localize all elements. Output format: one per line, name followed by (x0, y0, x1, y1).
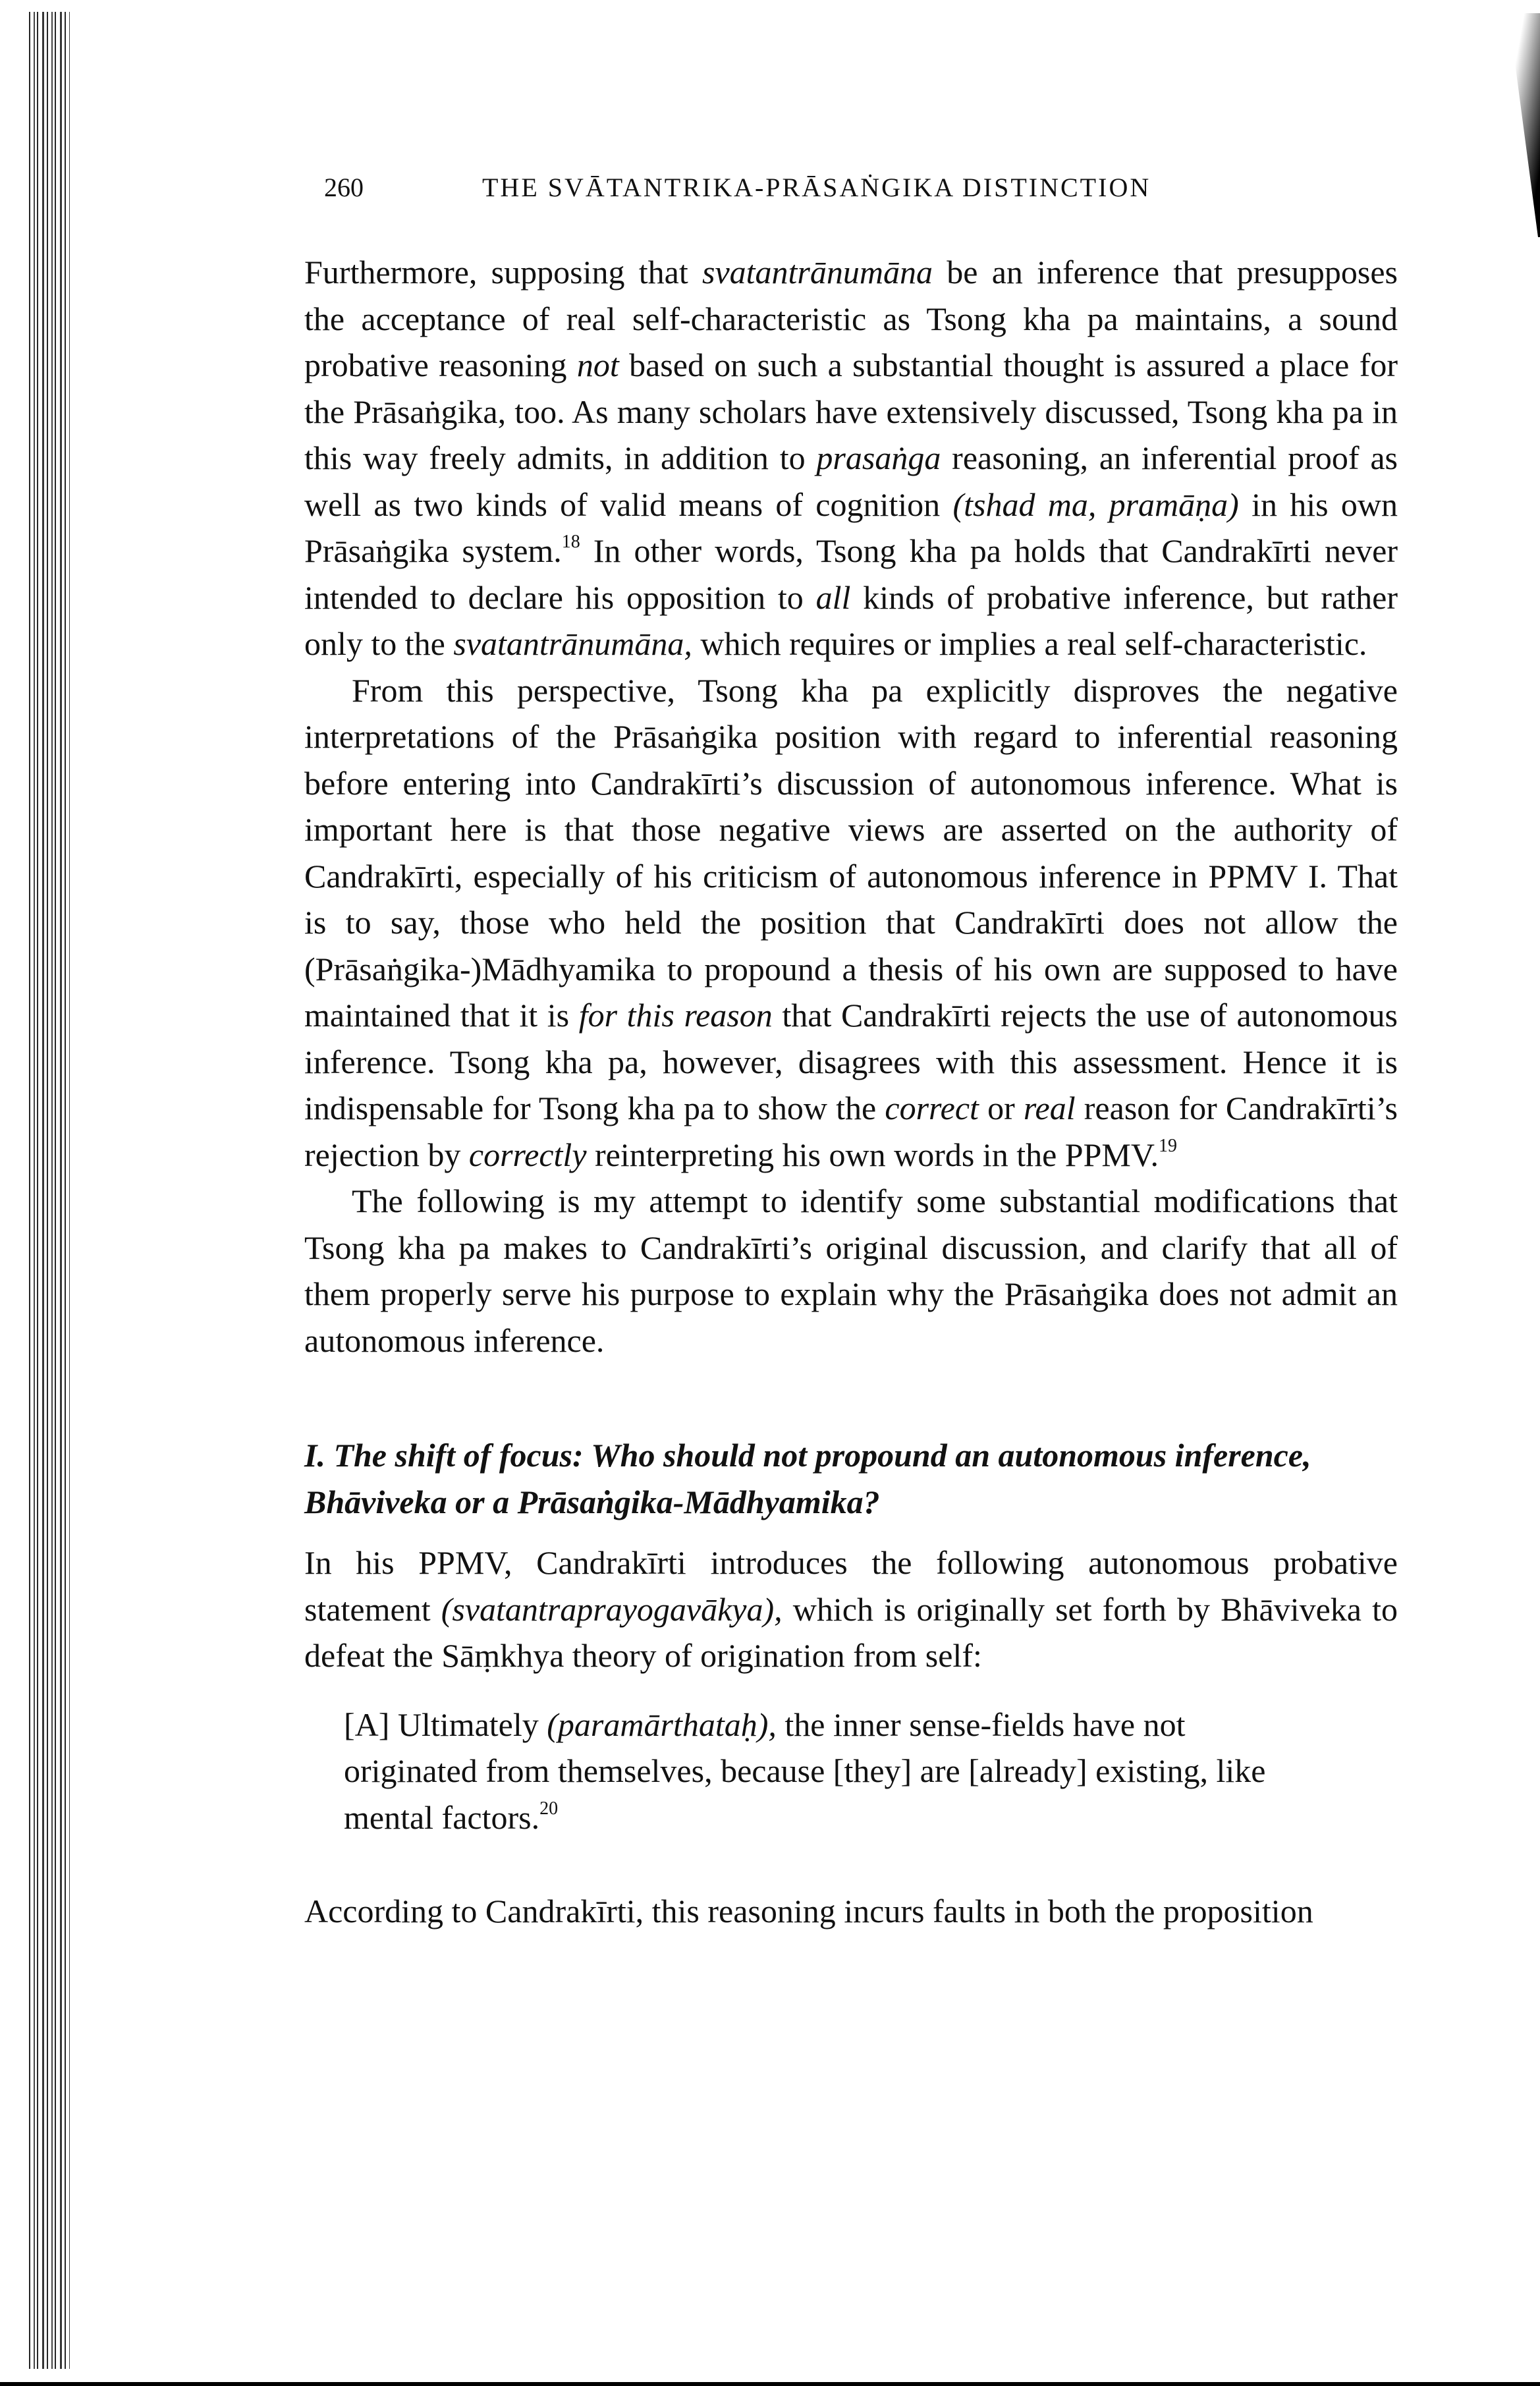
text-run: reasoning, an inferential proof as well as two kinds of valid means of cognition (304, 439, 1398, 523)
text-run: which requires or implies a real self-characteristic. (692, 625, 1367, 662)
text-run: which is originally set forth by Bhāviveka to defeat the Sāṃkhya theory of origination from self: (304, 1590, 1398, 1674)
text-run: reason for Candrakīrti’s rejection by (304, 1090, 1398, 1173)
italic-term: svatantrānumāna (701, 254, 933, 291)
text-run: in his own Prāsaṅgika system. (304, 486, 1398, 569)
italic-term: for this reason (578, 997, 773, 1034)
text-run: that Candrakīrti rejects the use of autonomous inference. Tsong kha pa, however, disagrees with this assessment. Hence it is indispensable for Tsong kha pa to show the (304, 997, 1398, 1126)
paragraph (304, 1178, 1398, 1364)
italic-term: (svatantraprayogavākya), (441, 1590, 783, 1628)
footnote-marker[interactable]: 19 (1159, 1135, 1178, 1156)
scan-binding-edge (29, 12, 70, 2369)
paragraph (304, 249, 1398, 667)
italic-term: all (815, 578, 851, 616)
paragraph (304, 667, 1398, 1179)
text-run: Furthermore, supposing that (304, 254, 702, 291)
text-run: [A] Ultimately (344, 1706, 547, 1743)
italic-term: not (576, 347, 619, 383)
italic-term: svatantrānumāna, (453, 625, 692, 662)
scan-corner-shadow (1500, 13, 1540, 237)
scan-bottom-edge (0, 2382, 1540, 2386)
footnote-marker[interactable]: 18 (561, 532, 580, 552)
text-run: In his PPMV, Candrakīrti introduces the following autonomous probative statement (304, 1544, 1398, 1628)
running-head (324, 168, 1299, 208)
paragraph (304, 1540, 1398, 1679)
running-head-title: THE SVĀTANTRIKA-PRĀSAṄGIKA DISTINCTION (482, 173, 1151, 202)
paragraph-continues: According to Candrakīrti, this reasoning incurs faults in both the proposition (304, 1893, 1313, 1929)
section-heading: I. The shift of focus: Who should not propound an autonomous inference, Bhāviveka or a Prāsaṅgika-Mādhyamika? (304, 1437, 1311, 1520)
text-run: From this perspective, Tsong kha pa explicitly disproves the negative interpretations of the Prāsaṅgika position with regard to inferential reasoning before entering into Candrakīrti’s discussion of autonomous inference. What is important here is that those negative views are asserted on the authority of Candrakīrti, especially of his criticism of autonomous inference in PPMV I. That is to say, those who held the position that Candrakīrti does not allow the (Prāsaṅgika-)Mādhyamika to propound a thesis of his own are supposed to have maintained that it is (304, 671, 1398, 1034)
italic-term: (paramārthataḥ), (547, 1706, 777, 1743)
text-run: kinds of probative inference, but rather only to the (304, 578, 1398, 662)
text-run: In other words, Tsong kha pa holds that Candrakīrti never intended to declare his opposition to (304, 532, 1398, 616)
italic-term: correct (885, 1090, 979, 1126)
text-run: reinterpreting his own words in the PPMV. (586, 1136, 1159, 1173)
italic-term: real (1023, 1090, 1076, 1126)
italic-term: prasaṅga (816, 439, 941, 476)
text-run: The following is my attempt to identify some substantial modifications that Tsong kha pa makes to Candrakīrti’s original discussion, and clarify that all of them properly serve his purpose to explain why the Prāsaṅgika does not admit an autonomous inference. (304, 1182, 1398, 1359)
page-number: 260 (324, 173, 364, 202)
text-run: the inner sense-fields have not originated from themselves, because [they] are [already] existing, like mental factors. (344, 1706, 1266, 1836)
text-run: or (978, 1090, 1024, 1126)
italic-term: correctly (468, 1136, 587, 1173)
text-run: be an inference that presupposes the acceptance of real self-characteristic as Tsong kha pa maintains, a sound probative reasoning (304, 254, 1398, 383)
footnote-marker[interactable]: 20 (539, 1798, 559, 1819)
text-run: based on such a substantial thought is assured a place for the Prāsaṅgika, too. As many scholars have extensively discussed, Tsong kha pa in this way freely admits, in addition to (304, 347, 1398, 476)
italic-term: (tshad ma, pramāṇa) (952, 486, 1239, 523)
block-quote (344, 1702, 1325, 1841)
body-text (304, 249, 1398, 1935)
